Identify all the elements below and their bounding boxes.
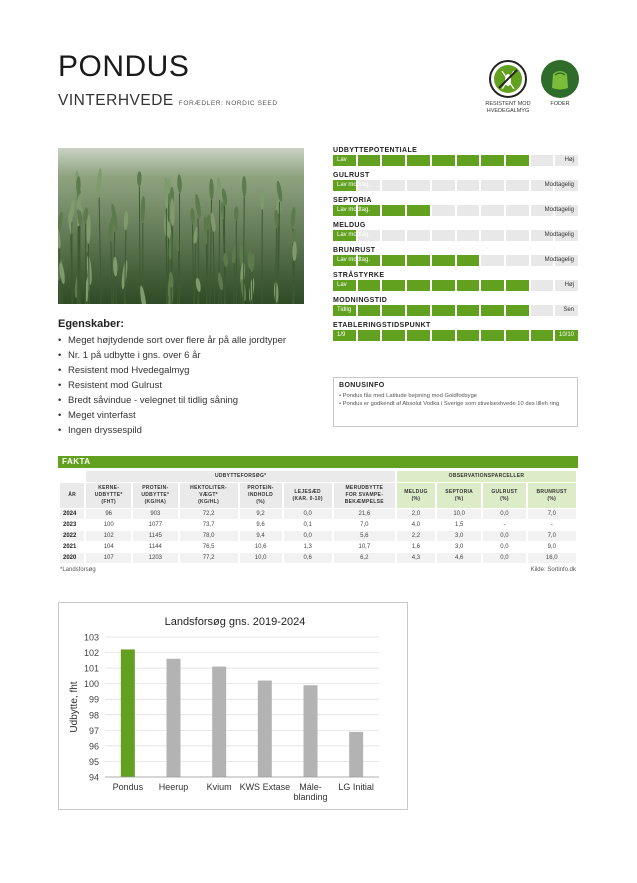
group-observation-header: OBSERVATIONSPARCELLER [397,471,576,482]
rating-low-label: 1/9 [337,332,346,338]
footnote: *Landsforsøg [60,567,96,573]
subtitle [58,92,278,110]
rating-bar [333,280,578,291]
property-text: Ingen dryssespild [68,425,142,436]
badge-label: RESISTENT MOD [485,101,531,107]
table-cell: 78,0 [180,531,238,541]
rating-segment [432,305,455,316]
rating-segment [506,180,529,191]
year-cell: 2023 [63,522,77,528]
table-cell: 4,3 [397,553,435,563]
table-row [60,542,576,552]
table-cell: 903 [133,509,178,519]
table-cell: 5,6 [334,531,395,541]
table-cell: 3,0 [437,531,482,541]
table-cell: - [503,522,506,528]
rating-segment [457,230,480,241]
bar-2 [167,659,181,777]
rating-segment [407,330,430,341]
table-cell: 102 [86,531,131,541]
y-tick-label: 96 [88,741,99,752]
x-tick-label: Heerup [158,782,189,792]
y-tick-label: 100 [83,679,99,690]
table-cell: 2,0 [397,509,435,519]
rating-segment [358,155,381,166]
column-header: KERNE- UDBYTTE* (FHT) [86,483,131,508]
ratings-panel [333,146,578,346]
y-tick-label: 101 [83,663,99,674]
group-yield-header: UDBYTTEFORSØG* [86,471,395,482]
table-cell: 1,3 [303,544,312,550]
rating-low-label: Tidlig [337,307,352,313]
chart-svg [59,603,407,809]
rating-segment [481,280,504,291]
column-header: BRUNRUST (%) [528,483,576,508]
table-cell: 76,5 [202,544,215,550]
rating-high-label: Høj [564,157,574,163]
bullet-icon: • [58,395,62,406]
y-tick-label: 94 [88,772,99,783]
rating-segment [506,330,529,341]
rating-segment [382,230,405,241]
rating-bar [333,305,578,316]
table-cell: 0,1 [303,522,312,528]
bullet-icon: • [58,380,62,391]
table-cell: 73,7 [202,522,215,528]
table-cell: 6,2 [334,553,395,563]
rating-high-label: Modtagelig [544,232,574,238]
table-cell: 96 [86,509,131,519]
facts-title: FAKTA [58,456,578,468]
rating-segment [407,205,430,216]
table-cell: 1144 [148,544,162,550]
rating-segment [382,280,405,291]
rating-segment [457,330,480,341]
rating-septoria [333,196,578,216]
property-text: Meget højtydende sort over flere år på alle jordtyper [68,335,287,346]
rating-meldug [333,221,578,241]
bullet-icon: • [58,410,62,421]
facts-section [58,456,578,577]
table-cell: 1,5 [454,522,464,528]
rating-segment [506,205,529,216]
rating-name: BRUNRUST [333,247,376,254]
property-item [58,363,286,378]
rating-segment [382,180,405,191]
rating-segment [407,280,430,291]
rating-segment [506,155,529,166]
table-row [60,553,576,563]
rating-bar [333,180,578,191]
bar-1 [121,649,135,777]
table-cell: 1145 [133,531,178,541]
facts-table [58,470,578,564]
rating-name: GULRUST [333,172,370,179]
rating-segment [382,155,405,166]
column-header: ÅR [60,483,84,508]
property-item [58,378,286,393]
column-header: LEJESÆD (KAR. 0-10) [284,483,332,508]
rating-segment [457,280,480,291]
bullet-icon: • [58,350,62,361]
breeder: FORÆDLER: NORDIC SEED [178,100,278,107]
rating-modningstid [333,296,578,316]
rating-segment [382,205,405,216]
table-cell: 104 [103,544,114,550]
rating-segment [481,205,504,216]
bar-5 [304,685,318,777]
table-cell: 10,6 [254,544,267,550]
crop-type: VINTERHVEDE [58,92,174,109]
table-cell: 0,0 [500,544,509,550]
table-cell: 10,0 [240,553,282,563]
bonus-item: • Pondus fås med Latitude bejsning mod Goldfodsyge [339,393,478,399]
rating-segment [457,155,480,166]
rating-brunrust [333,246,578,266]
badge-label: HVEDEGALMYG [486,108,530,114]
rating-name: STRÅSTYRKE [333,272,385,279]
table-cell: 107 [86,553,131,563]
table-cell: 7,0 [360,522,369,528]
property-text: Bredt såvindue - velegnet til tidlig såning [68,395,239,406]
bullet-icon: • [58,335,62,346]
rating-segment [358,280,381,291]
rating-high-label: 10/10 [558,332,574,338]
table-row [60,520,576,530]
rating-segment [531,280,554,291]
rating-segment [432,330,455,341]
x-tick-label: KWS Extase [239,782,291,792]
rating-segment [358,330,381,341]
rating-segment [481,230,504,241]
table-cell: 9,0 [547,544,556,550]
year-cell: 2021 [63,544,77,550]
column-header: PROTEIN- UDBYTTE* (KG/HA) [133,483,178,508]
badge-label: FODER [550,101,570,107]
table-cell: 0,0 [284,509,332,519]
rating-low-label: Lav [337,282,347,288]
column-header: GULRUST (%) [483,483,525,508]
bullet-icon: • [58,425,62,436]
y-tick-label: 102 [83,648,99,659]
table-cell: 1077 [148,522,163,528]
rating-low-label: Lav [337,157,347,163]
table-cell: 3,0 [454,544,464,550]
rating-segment [407,255,430,266]
rating-segment [358,305,381,316]
table-cell: 72,2 [180,509,238,519]
table-cell: 77,2 [180,553,238,563]
rating-segment [432,205,455,216]
properties-list [58,333,286,438]
x-tick-label: LG Initial [338,782,374,792]
rating-low-label: Lav modtag. [337,257,371,263]
rating-name: SEPTORIA [333,197,372,204]
yield-chart [58,602,408,810]
rating-segment [432,280,455,291]
rating-segment [506,230,529,241]
table-row [60,531,576,541]
rating-bar [333,205,578,216]
properties-title: Egenskaber: [58,318,125,330]
rating-low-label: Lav modtag. [337,207,371,213]
x-tick-label: Pondus [112,782,144,792]
rating-segment [506,255,529,266]
property-item [58,348,286,363]
rating-bar [333,230,578,241]
rating-name: UDBYTTEPOTENTIALE [333,147,418,154]
rating-etableringstidspunkt [333,321,578,341]
rating-low-label: Lav modtag. [337,182,371,188]
table-cell: 0,6 [284,553,332,563]
fodder-icon [541,60,579,98]
property-text: Resistent mod Hvedegalmyg [68,365,190,376]
rating-segment [481,305,504,316]
wheat-field-photo [58,148,304,304]
bar-3 [212,667,226,777]
table-cell: 7,0 [528,531,576,541]
year-cell: 2024 [60,509,84,519]
bar-4 [258,681,272,777]
property-text: Nr. 1 på udbytte i gns. over 6 år [68,350,201,361]
rating-bar [333,155,578,166]
rating-segment [457,305,480,316]
rating-segment [407,155,430,166]
rating-udbyttepotentiale [333,146,578,166]
rating-name: MELDUG [333,222,366,229]
y-axis-label: Udbytte, fht [69,681,80,733]
rating-name: ETABLERINGSTIDSPUNKT [333,322,431,329]
y-tick-label: 103 [83,632,99,643]
rating-high-label: Modtagelig [544,257,574,263]
rating-segment [506,280,529,291]
table-cell: 16,0 [528,553,576,563]
property-text: Meget vinterfast [68,410,136,421]
source: Kilde: Sortinfo.dk [530,567,576,573]
table-cell: 9,6 [256,522,265,528]
y-tick-label: 95 [88,756,99,767]
badge-fodder [530,60,590,108]
rating-segment [481,155,504,166]
bonus-title: BONUSINFO [339,382,385,389]
rating-segment [457,255,480,266]
badge-resistant [478,60,538,115]
x-tick-label: blanding [293,792,328,802]
rating-segment [457,180,480,191]
rating-segment [432,255,455,266]
rating-high-label: Sen [563,307,574,313]
resistant-midge-icon [489,60,527,98]
x-tick-label: Kvium [206,782,232,792]
rating-segment [432,230,455,241]
rating-segment [531,330,554,341]
rating-segment [531,305,554,316]
rating-stråstyrke [333,271,578,291]
table-cell: 0,0 [483,531,525,541]
y-tick-label: 97 [88,725,99,736]
bonus-item: • Pondus er godkendt af Absolut Vodka i Sverige som stivelseshvede 10 des lilleh ring [339,401,560,407]
bullet-icon: • [58,365,62,376]
rating-segment [531,155,554,166]
table-cell: - [550,522,553,528]
rating-segment [506,305,529,316]
table-row [60,509,576,519]
table-cell: 21,6 [334,509,395,519]
rating-segment [407,180,430,191]
rating-bar [333,330,578,341]
rating-high-label: Modtagelig [544,207,574,213]
column-header: MELDUG (%) [397,483,435,508]
rating-segment [457,205,480,216]
column-header: SEPTORIA (%) [437,483,482,508]
table-cell: 9,4 [240,531,282,541]
table-cell: 2,2 [397,531,435,541]
table-cell: 9,2 [240,509,282,519]
table-cell: 7,0 [528,509,576,519]
rating-segment [382,305,405,316]
column-header: PROTEIN- INDHOLD (%) [240,483,282,508]
table-cell: 100 [103,522,114,528]
rating-high-label: Høj [564,282,574,288]
table-cell: 1,6 [411,544,421,550]
rating-segment [432,180,455,191]
table-cell: 0,0 [483,509,525,519]
column-header: MERUDBYTTE FOR SVAMPE- BEKÆMPELSE [334,483,395,508]
rating-segment [481,180,504,191]
year-cell: 2022 [60,531,84,541]
bonus-info-box [333,377,578,427]
property-item [58,423,286,438]
y-tick-label: 99 [88,694,99,705]
table-cell: 1203 [133,553,178,563]
page-title: PONDUS [58,50,190,83]
column-header: HEKTOLITER- VÆGT* (KG/HL) [180,483,238,508]
property-item [58,408,286,423]
rating-name: MODNINGSTID [333,297,388,304]
table-cell: 4,6 [437,553,482,563]
table-cell: 0,0 [284,531,332,541]
rating-segment [432,155,455,166]
rating-segment [407,230,430,241]
year-cell: 2020 [60,553,84,563]
x-tick-label: Mále- [299,782,322,792]
rating-high-label: Modtagelig [544,182,574,188]
table-cell: 0,0 [483,553,525,563]
rating-gulrust [333,171,578,191]
rating-segment [481,255,504,266]
property-text: Resistent mod Gulrust [68,380,162,391]
rating-low-label: Lav modtag. [337,232,371,238]
property-item [58,393,286,408]
table-cell: 10,7 [358,544,371,550]
rating-segment [382,330,405,341]
rating-bar [333,255,578,266]
property-item [58,333,286,348]
rating-segment [382,255,405,266]
table-cell: 4,0 [411,522,421,528]
bar-6 [349,732,363,777]
rating-segment [407,305,430,316]
rating-segment [481,330,504,341]
table-cell: 10,0 [437,509,482,519]
y-tick-label: 98 [88,710,99,721]
chart-title: Landsforsøg gns. 2019-2024 [164,616,306,628]
